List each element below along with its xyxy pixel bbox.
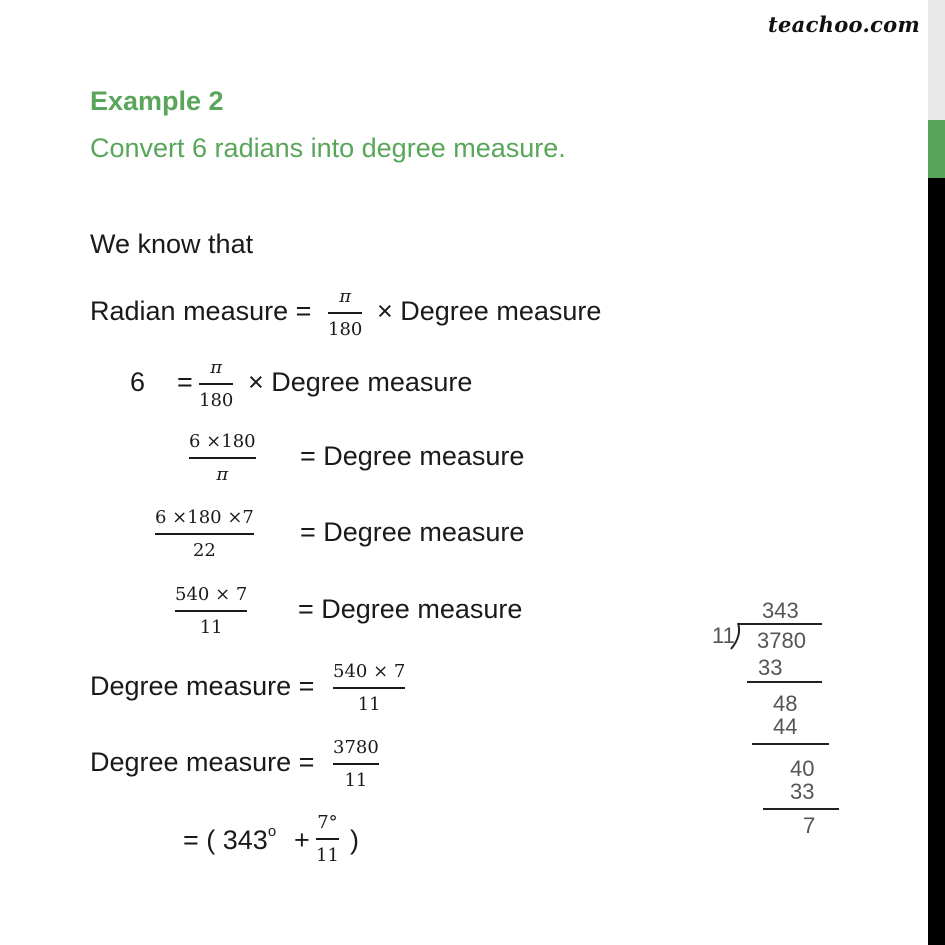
line6-lhs: Degree measure = — [90, 671, 315, 701]
ld-dividend: 3780 — [757, 628, 806, 653]
line8-open — [183, 825, 276, 856]
example-title: Example 2 — [90, 86, 224, 116]
ld-divisor: 11 — [712, 623, 735, 648]
line6-numerator: 540 × 7 — [333, 661, 406, 682]
line6-fraction — [333, 661, 405, 716]
line3-numerator: 6 ×180 — [189, 431, 256, 452]
line8-numerator: 7° — [317, 812, 338, 833]
fraction-bar — [316, 838, 339, 840]
line7-lhs: Degree measure = — [90, 747, 315, 777]
line7-numerator: 3780 — [333, 737, 379, 758]
fraction-bar — [328, 312, 362, 314]
line1-lhs: Radian measure = — [90, 296, 312, 326]
ld-step2: 44 — [773, 714, 798, 739]
example-question: Convert 6 radians into degree measure. — [90, 133, 566, 163]
line5-numerator: 540 × 7 — [175, 584, 248, 605]
fraction-bar — [155, 533, 254, 535]
line8-plus: + — [294, 825, 310, 855]
ld-vinculum — [738, 623, 822, 625]
ld-step3: 33 — [790, 779, 815, 804]
fraction-bar — [199, 383, 233, 385]
scrollbar-track-top — [928, 0, 945, 120]
ld-rem1: 48 — [773, 691, 798, 716]
line1-numerator: π — [339, 286, 352, 307]
fraction-bar — [175, 610, 247, 612]
fraction-bar — [189, 457, 256, 459]
line4-numerator: 6 ×180 ×7 — [155, 507, 254, 528]
scrollbar[interactable] — [928, 0, 945, 945]
ld-step1: 33 — [758, 655, 783, 680]
line3-rhs: = Degree measure — [300, 441, 525, 471]
line2-rhs: × Degree measure — [248, 367, 473, 397]
line2-numerator: π — [210, 357, 223, 378]
brand-logo: teachoo.com — [768, 12, 920, 37]
line4-denominator: 22 — [192, 539, 216, 561]
line5-rhs: = Degree measure — [298, 594, 523, 624]
degree-superscript: o — [267, 823, 277, 840]
ld-rule-1 — [747, 681, 822, 683]
line5-denominator: 11 — [199, 616, 223, 638]
line2-fraction — [199, 357, 233, 412]
ld-rem2: 40 — [790, 756, 815, 781]
ld-rule-3 — [763, 808, 839, 810]
line8-denominator: 11 — [316, 844, 339, 866]
line1-fraction — [328, 286, 362, 341]
line1-denominator: 180 — [328, 318, 363, 340]
line5-fraction — [175, 584, 247, 639]
line1-rhs: × Degree measure — [377, 296, 602, 326]
ld-remainder: 7 — [803, 813, 816, 838]
line3-fraction — [189, 431, 256, 486]
ld-quotient: 343 — [762, 598, 799, 623]
line2-denominator: 180 — [199, 389, 234, 411]
line7-fraction — [333, 737, 379, 792]
fraction-bar — [333, 687, 405, 689]
line4-rhs: = Degree measure — [300, 517, 525, 547]
line4-fraction — [155, 507, 254, 562]
ld-rule-2 — [752, 743, 829, 745]
line8-fraction — [316, 812, 339, 867]
fraction-bar — [333, 763, 379, 765]
line2-lhs: 6 — [130, 367, 146, 397]
line8-open-text: = ( 343 — [183, 825, 268, 855]
line7-denominator: 11 — [344, 769, 368, 791]
line2-eq: = — [177, 367, 193, 397]
solution-intro: We know that — [90, 229, 254, 259]
line3-denominator: π — [216, 463, 229, 485]
line6-denominator: 11 — [357, 693, 381, 715]
line8-close: ) — [350, 825, 359, 855]
